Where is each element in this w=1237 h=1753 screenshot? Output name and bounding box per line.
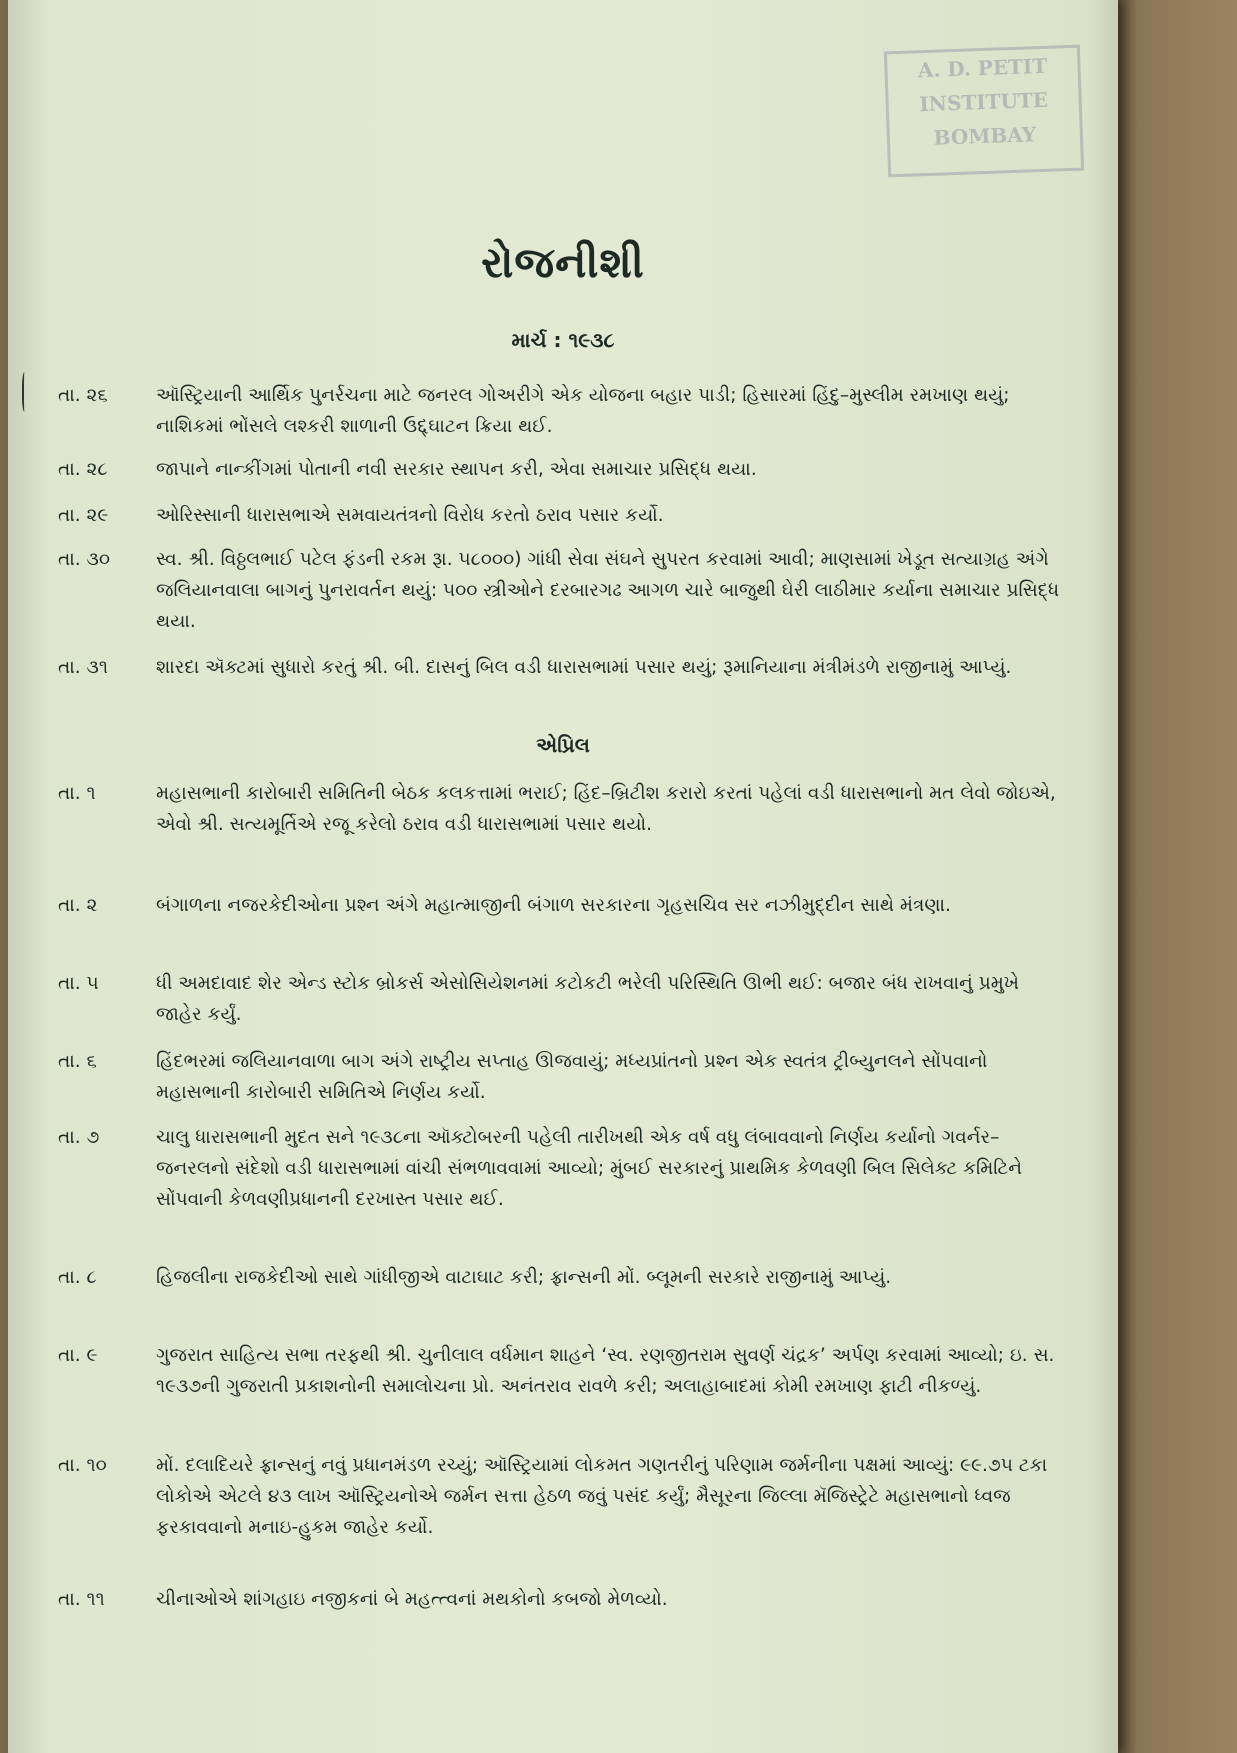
diary-entry [58, 454, 1068, 485]
entry-date: તા. ૯ [58, 1345, 98, 1366]
diary-entry [58, 890, 1068, 921]
entry-text: મહાસભાની કારોબારી સમિતિની બેઠક કલકત્તામાં ભરાઈ; હિંદ–બ્રિટીશ કરારો કરતાં પહેલાં વડી ધારાસભાનો મત લેવો જોઇએ, એવો શ્રી. સત્યમૂર્તિએ રજૂ કરેલો ઠરાવ વડી ધારાસભામાં પસાર થયો. [156, 783, 1056, 835]
entry-date: તા. ૩૧ [58, 657, 108, 678]
diary-entry [58, 778, 1068, 840]
entry-text: ઓરિસ્સાની ધારાસભાએ સમવાયતંત્રનો વિરોધ કરતો ઠરાવ પસાર કર્યો. [156, 505, 664, 526]
entry-text: બંગાળના નજરકેદીઓના પ્રશ્ન અંગે મહાત્માજીની બંગાળ સરકારના ગૃહસચિવ સર નઝીમુદ્દીન સાથે મંત્રણા. [156, 895, 951, 916]
diary-entry [58, 1046, 1068, 1108]
diary-entry [58, 968, 1068, 1030]
month-heading-april: એપ્રિલ [536, 733, 590, 757]
entry-date: તા. ૨૯ [58, 505, 109, 526]
entry-date: તા. ૩૦ [58, 549, 111, 570]
entry-date: તા. ૨ [58, 895, 98, 916]
entry-date: તા. ૮ [58, 1267, 97, 1288]
entry-text: જાપાને નાન્કીંગમાં પોતાની નવી સરકાર સ્થાપન કરી, એવા સમાચાર પ્રસિદ્ધ થયા. [156, 459, 757, 480]
entry-text: સ્વ. શ્રી. વિઠ્ઠલભાઈ પટેલ ફંડની રકમ રૂા. ૫૮૦૦૦) ગાંધી સેવા સંઘને સુપરત કરવામાં આવી; માણસામાં ખેડૂત સત્યાગ્રહ અંગે જલિયાનવાલા બાગનું પુનરાવર્તન થયું: ૫૦૦ સ્ત્રીઓને દરબારગઢ આગળ ચારે બાજુથી ઘેરી લાઠીમાર કર્યાના સમાચાર પ્રસિદ્ધ થયા. [156, 549, 1060, 632]
diary-entry [58, 500, 1068, 531]
entry-date: તા. ૭ [58, 1127, 100, 1148]
diary-entry [58, 652, 1068, 683]
diary-entry [58, 1584, 1068, 1615]
diary-entry [58, 380, 1068, 442]
book-edge [1118, 0, 1237, 1753]
page-title: રોજનીશી [481, 238, 645, 287]
month-heading-march: માર્ચ : ૧૯૩૮ [511, 328, 615, 352]
diary-entry [58, 1122, 1068, 1215]
margin-mark [22, 372, 28, 412]
entry-text: મોં. દલાદિયરે ફ્રાન્સનું નવું પ્રધાનમંડળ રચ્યું; ઑસ્ટ્રિયામાં લોકમત ગણતરીનું પરિણામ જર્મનીના પક્ષમાં આવ્યું: ૯૯.૭૫ ટકા લોકોએ એટલે ૪૩ લાખ ઑસ્ટ્રિયનોએ જર્મન સત્તા હેઠળ જવું પસંદ કર્યું; મૈસૂરના જિલ્લા મૅજિસ્ટ્રેટે મહાસભાનો ધ્વજ ફરકાવવાનો મનાઇ-હુકમ જાહેર કર્યો. [156, 1455, 1048, 1538]
entry-text: ઑસ્ટ્રિયાની આર્થિક પુનર્રચના માટે જનરલ ગોઅરીગે એક યોજના બહાર પાડી; હિસારમાં હિંદુ–મુસ્લીમ રમખાણ થયું; નાશિકમાં ભોંસલે લશ્કરી શાળાની ઉદ્દ્ઘાટન ક્રિયા થઈ. [156, 385, 1010, 437]
entry-text: હિંદભરમાં જલિયાનવાળા બાગ અંગે રાષ્ટ્રીય સપ્તાહ ઊજવાયું; મધ્યપ્રાંતનો પ્રશ્ન એક સ્વતંત્ર ટ્રીબ્યુનલને સોંપવાનો મહાસભાની કારોબારી સમિતિએ નિર્ણય કર્યો. [156, 1051, 988, 1103]
entry-text: ચાલુ ધારાસભાની મુદત સને ૧૯૩૮ના ઑક્ટોબરની પહેલી તારીખથી એક વર્ષ વધુ લંબાવવાનો નિર્ણય કર્યાનો ગવર્નર–જનરલનો સંદેશો વડી ધારાસભામાં વાંચી સંભળાવવામાં આવ્યો; મુંબઈ સરકારનું પ્રાથમિક કેળવણી બિલ સિલેક્ટ કમિટિને સોંપવાની કેળવણીપ્રધાનની દરખાસ્ત પસાર થઈ. [156, 1127, 1023, 1210]
entry-date: તા. ૨૮ [58, 459, 108, 480]
stamp-line: BOMBAY [933, 122, 1037, 150]
document-page [8, 0, 1118, 1753]
entry-date: તા. ૧૧ [58, 1589, 105, 1610]
entry-date: તા. ૬ [58, 1051, 97, 1072]
entry-date: તા. ૨૬ [58, 385, 108, 406]
entry-text: ધી અમદાવાદ શેર એન્ડ સ્ટોક બ્રોકર્સ એસોસિયેશનમાં કટોકટી ભરેલી પરિસ્થિતિ ઊભી થઈ: બજાર બંધ રાખવાનું પ્રમુખે જાહેર કર્યું. [156, 973, 1019, 1025]
entry-text: ચીનાઓએ શાંગહાઇ નજીકનાં બે મહત્ત્વનાં મથકોનો કબજો મેળવ્યો. [156, 1589, 668, 1610]
diary-entry [58, 544, 1068, 637]
diary-entry [58, 1262, 1068, 1293]
stamp-line: A. D. PETIT [917, 53, 1048, 83]
diary-entry [58, 1340, 1068, 1402]
entry-text: શારદા ઍક્ટમાં સુધારો કરતું શ્રી. બી. દાસનું બિલ વડી ધારાસભામાં પસાર થયું; રૂમાનિયાના મંત્રીમંડળે રાજીનામું આપ્યું. [156, 657, 1012, 678]
library-stamp [884, 45, 1084, 178]
entry-date: તા. ૫ [58, 973, 99, 994]
entry-date: તા. ૧૦ [58, 1455, 107, 1476]
entry-text: ગુજરાત સાહિત્ય સભા તરફથી શ્રી. ચુનીલાલ વર્ધમાન શાહને ‘સ્વ. રણજીતરામ સુવર્ણ ચંદ્રક’ અર્પણ કરવામાં આવ્યો; ઇ. સ. ૧૯૩૭ની ગુજરાતી પ્રકાશનોની સમાલોચના પ્રો. અનંતરાવ રાવળે કરી; અલાહાબાદમાં કોમી રમખાણ ફાટી નીકળ્યું. [156, 1345, 1055, 1397]
diary-entry [58, 1450, 1068, 1543]
entry-date: તા. ૧ [58, 783, 96, 804]
stamp-line: INSTITUTE [918, 87, 1049, 117]
entry-text: હિજલીના રાજકેદીઓ સાથે ગાંધીજીએ વાટાઘાટ કરી; ફ્રાન્સની મોં. બ્લૂમની સરકારે રાજીનામું આપ્યું. [156, 1267, 892, 1288]
